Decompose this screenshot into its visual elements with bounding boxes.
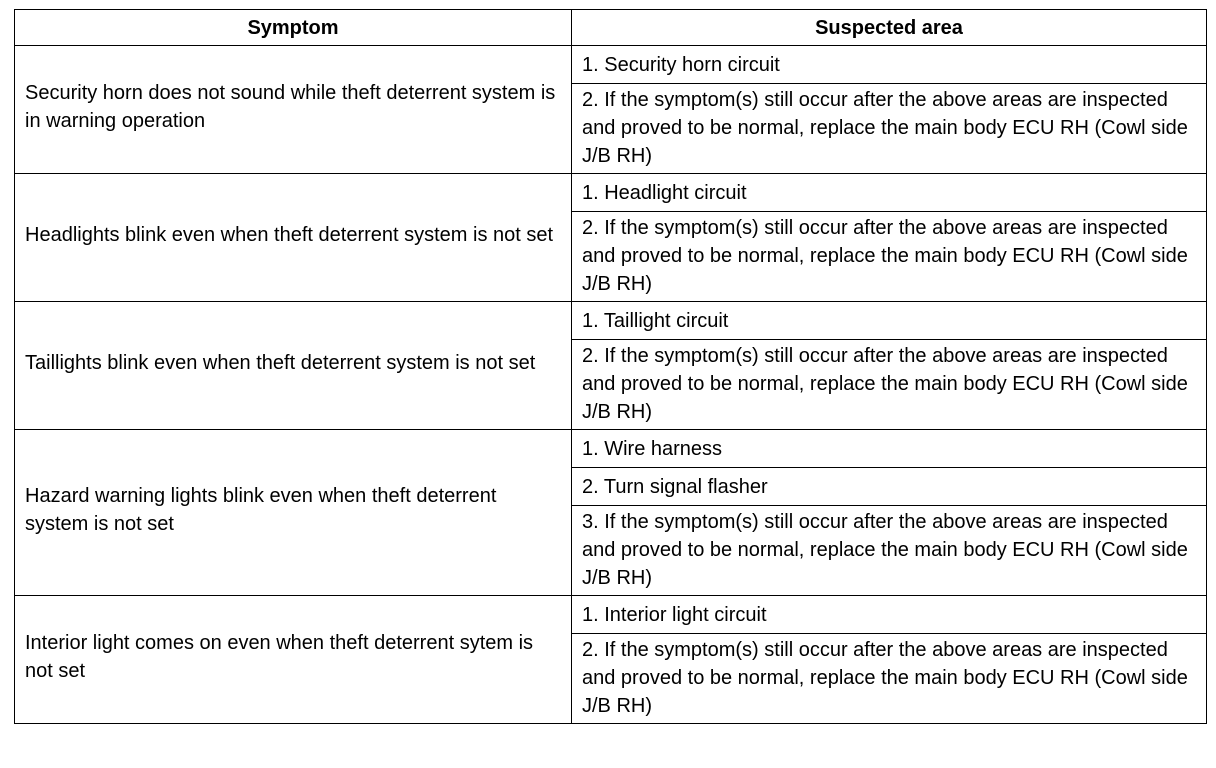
suspected-area-cell: 2. If the symptom(s) still occur after the above areas are inspected and proved to be normal, replace the main body ECU RH (Cowl side J/B RH) bbox=[572, 340, 1207, 430]
suspected-area-cell: 2. If the symptom(s) still occur after the above areas are inspected and proved to be normal, replace the main body ECU RH (Cowl side J/B RH) bbox=[572, 84, 1207, 174]
table-header-row bbox=[15, 10, 1207, 46]
symptom-cell: Hazard warning lights blink even when theft deterrent system is not set bbox=[15, 430, 572, 596]
symptom-cell: Taillights blink even when theft deterrent system is not set bbox=[15, 302, 572, 430]
table-row bbox=[15, 174, 1207, 212]
table-row bbox=[15, 596, 1207, 634]
problem-symptoms-table bbox=[14, 9, 1207, 724]
suspected-area-cell: 2. If the symptom(s) still occur after the above areas are inspected and proved to be normal, replace the main body ECU RH (Cowl side J/B RH) bbox=[572, 212, 1207, 302]
symptom-column-header: Symptom bbox=[15, 10, 572, 46]
suspected-area-cell: 2. Turn signal flasher bbox=[572, 468, 1207, 506]
table-row bbox=[15, 46, 1207, 84]
suspected-area-cell: 1. Security horn circuit bbox=[572, 46, 1207, 84]
suspected-area-cell: 3. If the symptom(s) still occur after the above areas are inspected and proved to be normal, replace the main body ECU RH (Cowl side J/B RH) bbox=[572, 506, 1207, 596]
suspected-area-cell: 1. Wire harness bbox=[572, 430, 1207, 468]
symptom-cell: Interior light comes on even when theft deterrent sytem is not set bbox=[15, 596, 572, 724]
suspected-area-cell: 1. Taillight circuit bbox=[572, 302, 1207, 340]
suspected-area-cell: 2. If the symptom(s) still occur after the above areas are inspected and proved to be normal, replace the main body ECU RH (Cowl side J/B RH) bbox=[572, 634, 1207, 724]
symptom-cell: Security horn does not sound while theft deterrent system is in warning operation bbox=[15, 46, 572, 174]
suspected-area-cell: 1. Headlight circuit bbox=[572, 174, 1207, 212]
suspected-area-cell: 1. Interior light circuit bbox=[572, 596, 1207, 634]
symptom-cell: Headlights blink even when theft deterrent system is not set bbox=[15, 174, 572, 302]
table-row bbox=[15, 302, 1207, 340]
suspected-area-column-header: Suspected area bbox=[572, 10, 1207, 46]
table-row bbox=[15, 430, 1207, 468]
